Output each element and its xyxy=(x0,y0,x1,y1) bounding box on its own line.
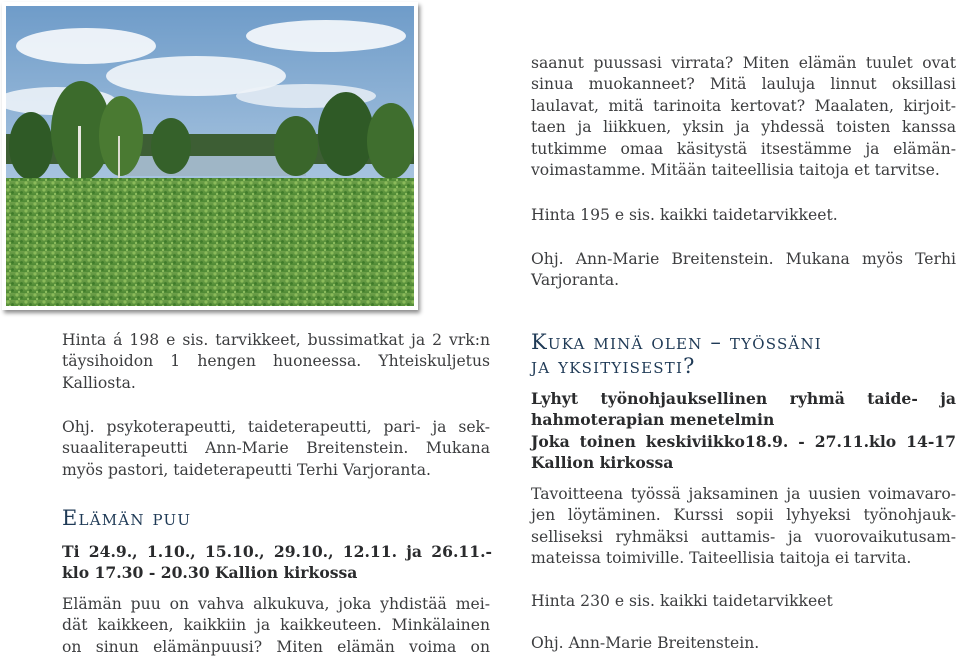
text-line: hahmoterapian menetelmin xyxy=(531,410,775,430)
leader-info: Ohj. Ann-Marie Breitenstein. xyxy=(531,634,760,652)
text-line: sinua muokanneet? Mitä lauluja linnut oksillasi xyxy=(531,75,956,94)
text-line: myös pastori, taideterapeutti Terhi Varjoranta. xyxy=(62,460,431,479)
leader-info xyxy=(62,417,490,481)
title-line: Kuka minä olen – työssäni xyxy=(531,330,822,354)
text-line: Elämän puu on vahva alkukuva, joka yhdistää mei- xyxy=(62,595,490,613)
section-title xyxy=(531,330,956,378)
text-line: voimastamme. Mitään taiteellisia taitoja et tarvitse. xyxy=(531,161,940,180)
text-line: suaaliterapeutti Ann-Marie Breitenstein. Mukana xyxy=(62,439,490,458)
text-line: Varjoranta. xyxy=(531,271,620,290)
text-line: selliseksi ryhmäksi auttamis- ja vuorovaikutusam- xyxy=(531,527,956,546)
text-line: Ohj. Ann-Marie Breitenstein. Mukana myös Terhi xyxy=(531,250,956,268)
text-line: saanut puussasi virrata? Miten elämän tuulet ovat xyxy=(531,54,956,72)
description-text xyxy=(62,594,490,658)
text-line: Kalliosta. xyxy=(62,373,136,392)
landscape-photo xyxy=(2,2,418,310)
text-line: Lyhyt työnohjauksellinen ryhmä taide- ja xyxy=(531,389,956,408)
section-title: Elämän puu xyxy=(62,506,192,530)
title-line: ja yksityisesti? xyxy=(531,354,696,378)
text-line: Tavoitteena työssä jaksaminen ja uusien voimavaro- xyxy=(531,485,956,503)
text-line: on sinun elämänpuusi? Miten elämän voima on xyxy=(62,637,490,656)
text-line: Joka toinen keskiviikko18.9. - 27.11.klo 14-17 xyxy=(531,431,956,451)
price-info xyxy=(62,330,490,394)
text-line: Hinta á 198 e sis. tarvikkeet, bussimatkat ja 2 vrk:n xyxy=(62,331,490,349)
text-line: jen löytäminen. Kurssi sopii lyhyeksi työnohjauk- xyxy=(531,506,956,525)
intro-continued-text xyxy=(531,53,956,181)
text-line: klo 17.30 - 20.30 Kallion kirkossa xyxy=(62,563,358,583)
landscape-photo-icon xyxy=(6,6,414,306)
subtitle xyxy=(531,388,956,474)
text-line: Kallion kirkossa xyxy=(531,453,674,473)
leader-info xyxy=(531,249,956,292)
text-line: mateissa toimiville. Taiteellisia taitoja ei tarvita. xyxy=(531,549,912,568)
price-info: Hinta 230 e sis. kaikki taidetarvikkeet xyxy=(531,592,833,610)
text-line: Ti 24.9., 1.10., 15.10., 29.10., 12.11. ja 26.11.- xyxy=(62,542,492,561)
text-line: dät kaikkeen, kaikkiin ja kaikkeuteen. Minkälainen xyxy=(62,616,490,635)
description-text xyxy=(531,484,956,570)
text-line: Ohj. psykoterapeutti, taideterapeutti, pari- ja sek- xyxy=(62,418,490,436)
text-line: tutkimme omaa käsitystä itsestämme ja elämän- xyxy=(531,139,956,158)
text-line: laulavat, mitä tarinoita kertovat? Maalaten, kirjoit- xyxy=(531,96,956,115)
text-line: täysihoidon 1 hengen huoneessa. Yhteiskuljetus xyxy=(62,352,490,371)
schedule xyxy=(62,541,492,584)
text-line: taen ja liikkuen, yksin ja yhdessä toisten kanssa xyxy=(531,118,956,137)
price-info: Hinta 195 e sis. kaikki taidetarvikkeet. xyxy=(531,206,838,224)
